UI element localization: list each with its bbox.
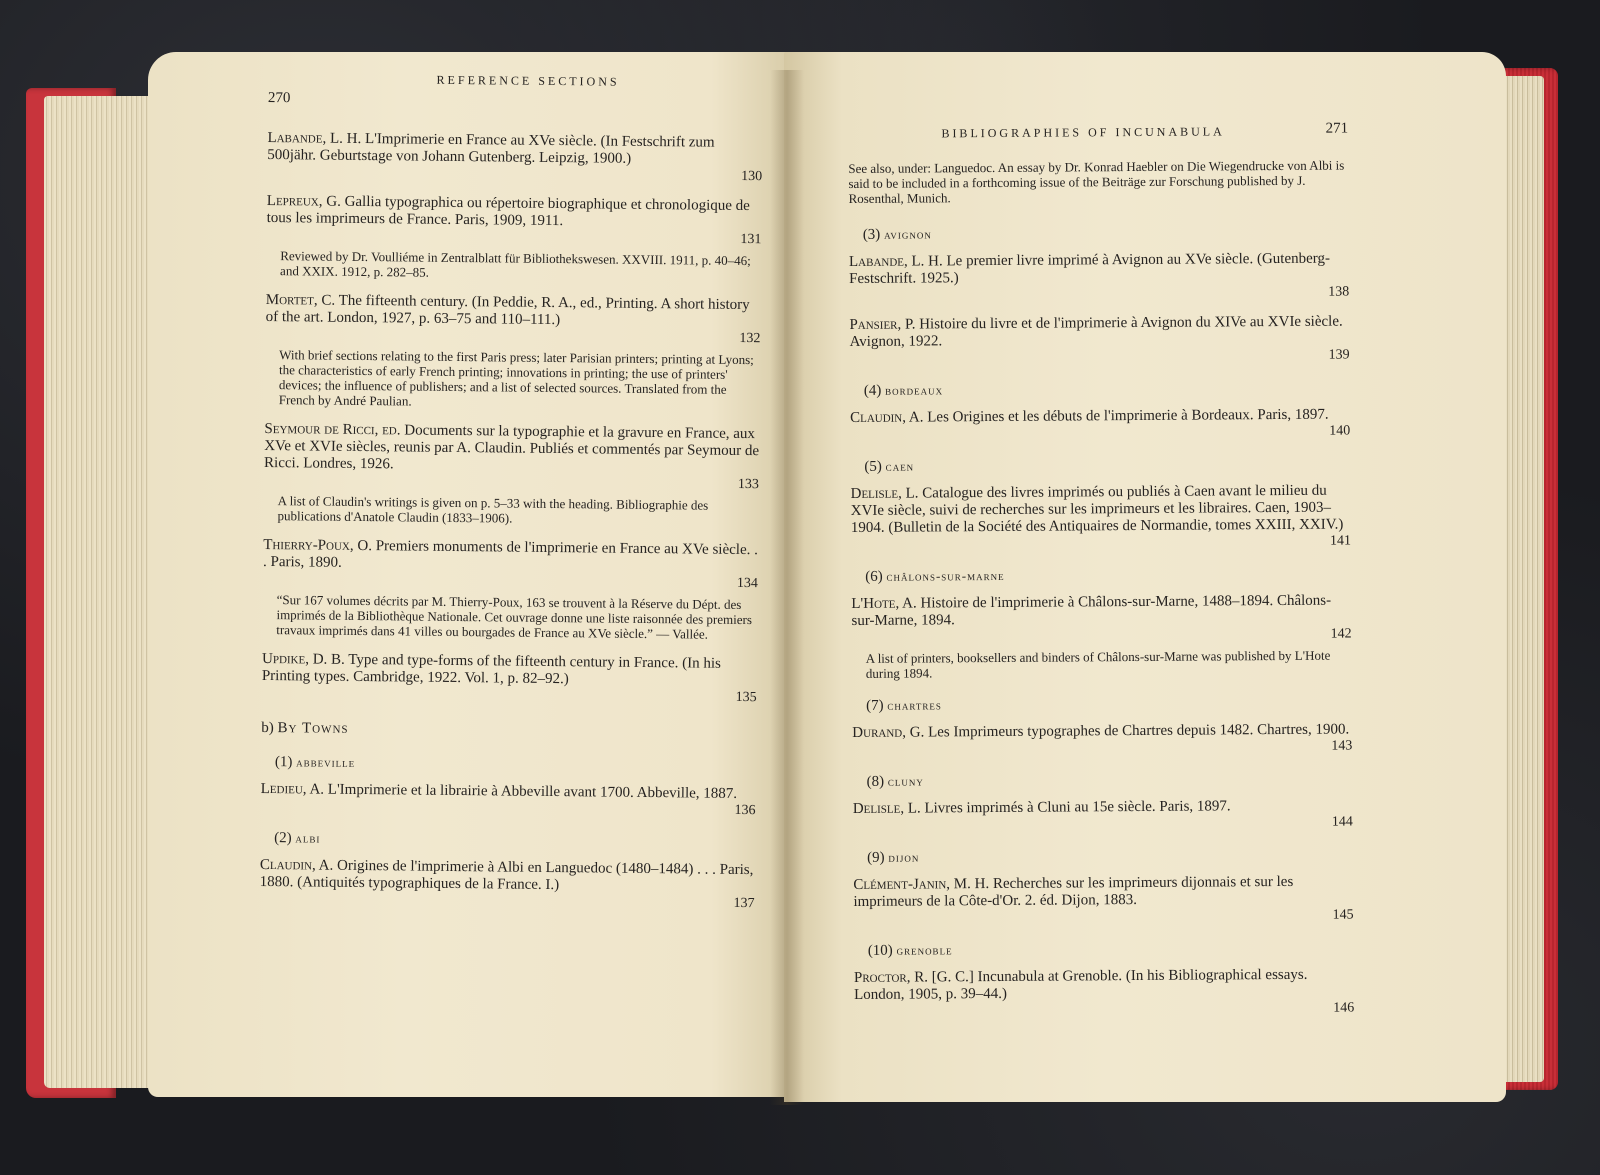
bibliography-entry xyxy=(265,292,761,412)
entry-author: Labande, L. H. xyxy=(267,129,362,147)
entry-annotation: A list of Claudin's writings is given on p. 5–33 with the heading. Bibliographie des publications d'Anatole Claudin (1833–1906). xyxy=(277,493,709,526)
entry-number: 142 xyxy=(1330,626,1352,642)
entry-annotation: Reviewed by Dr. Voulliéme in Zentralblatt für Bibliothekswesen. XXVIII. 1911, p. 40–46; and XXIX. 1912, p. 282–85. xyxy=(280,248,751,280)
entry-citation: Catalogue des livres imprimés ou publiés à Caen avant le milieu du XVIe siècle, suivi de recherches sur les imprimeurs et les libraires. Caen, 1903–1904. (Bulletin de la Société des Antiquaires de Normandie, tomes XXIII, XXIV.) xyxy=(850,482,1344,536)
subsection-heading: (7) chartres xyxy=(866,697,942,714)
section-entries xyxy=(853,797,1353,832)
section-entries xyxy=(854,966,1354,1018)
page-edges-right xyxy=(1500,76,1544,1082)
entry-number: 139 xyxy=(1328,347,1350,363)
entries-albi xyxy=(259,857,754,911)
entry-author: Clément-Janin, M. H. xyxy=(853,876,990,893)
entry-number: 130 xyxy=(741,168,763,185)
entry-citation: Origines de l'imprimerie à Albi en Languedoc (1480–1484) . . . Paris, 1880. (Antiquités typographiques de la France. I.) xyxy=(259,857,754,894)
entry-number: 140 xyxy=(1329,423,1351,439)
entry-citation: Les Imprimeurs typographes de Chartres depuis 1482. Chartres, 1900. xyxy=(927,721,1350,741)
bibliography-entry xyxy=(849,314,1349,366)
book-gutter xyxy=(770,70,804,1105)
entry-citation: Recherches sur les imprimeurs dijonnais et sur les imprimeurs de la Côte-d'Or. 2. éd. Dijon, 1883. xyxy=(853,873,1294,910)
entry-number: 133 xyxy=(737,476,759,493)
section-entries xyxy=(852,721,1352,756)
entry-number: 143 xyxy=(1331,738,1353,754)
entry-number: 144 xyxy=(1331,814,1353,830)
section-entries xyxy=(853,873,1353,925)
entry-number: 131 xyxy=(740,231,762,248)
entry-author: Labande, L. H. xyxy=(848,253,943,270)
town-sections xyxy=(849,223,1355,1019)
bibliography-entry xyxy=(854,966,1354,1018)
entry-author: Proctor, R. [G. C.] xyxy=(853,969,974,986)
bibliography-entry xyxy=(259,857,754,911)
entry-author: Ledieu, A. xyxy=(260,780,325,798)
page-number: 270 xyxy=(267,90,291,107)
entry-annotation: “Sur 167 volumes décrits par M. Thierry-Poux, 163 se trouvent à la Réserve du Dépt. des imprimés de la Bibliothèque Nationale. Cet ouvrage donne une liste raisonnée des premiers travaux imprimés dans 41 villes ou bourgades de France au XVe siècle.” — Vallée. xyxy=(276,592,753,642)
left-page-text xyxy=(259,72,763,925)
page-number: 271 xyxy=(1325,120,1349,137)
bibliography-entry xyxy=(262,537,758,642)
entry-author: Updike, D. B. xyxy=(261,650,345,668)
entry-citation: Livres imprimés à Cluni au 15e siècle. Paris, 1897. xyxy=(924,798,1231,817)
entry-number: 138 xyxy=(1328,284,1350,300)
bibliography-entry xyxy=(263,421,759,528)
subsection-heading: (1) abbeville xyxy=(274,754,356,771)
entry-author: Durand, G. xyxy=(852,724,925,741)
entry-citation: Incunabula at Grenoble. (In his Bibliographical essays. London, 1905, p. 39–44.) xyxy=(854,966,1308,1003)
entry-citation: Documents sur la typographie et la gravure en France, aux XVe et XVIe siècles, reunis par A. Claudin. Publiés et commentés par Seymour de Ricci. Londres, 1926. xyxy=(264,422,760,473)
entry-number: 141 xyxy=(1329,533,1351,549)
entry-citation: The fifteenth century. (In Peddie, R. A., ed., Printing. A short history of the art. London, 1927, p. 63–75 and 110–111.) xyxy=(265,292,750,329)
entry-number: 137 xyxy=(733,895,755,912)
entry-citation: Histoire du livre et de l'imprimerie à Avignon du XIVe au XVIe siècle. Avignon, 1922. xyxy=(849,313,1343,350)
entry-author: Lepreux, G. xyxy=(266,192,341,210)
running-title: BIBLIOGRAPHIES OF INCUNABULA xyxy=(941,124,1225,141)
section-entries xyxy=(849,251,1350,366)
subsection-heading: (8) cluny xyxy=(866,773,924,790)
subsection-heading: (3) avignon xyxy=(862,226,932,243)
entry-author: Thierry-Poux, O. xyxy=(263,536,373,555)
subsection-heading: (6) châlons-sur-marne xyxy=(865,567,1005,585)
bibliography-entry xyxy=(853,797,1353,832)
bibliography-entry xyxy=(262,651,757,705)
bibliography-entry xyxy=(851,592,1352,680)
running-title: REFERENCE SECTIONS xyxy=(436,72,620,89)
entry-citation: Les Origines et les débuts de l'imprimerie à Bordeaux. Paris, 1897. xyxy=(927,406,1329,426)
bibliography-entry xyxy=(849,251,1349,303)
entry-author: Mortet, C. xyxy=(265,291,336,309)
entry-author: L'Hote, A. xyxy=(851,595,917,612)
entry-number: 132 xyxy=(739,330,761,347)
see-also-note: See also, under: Languedoc. An essay by Dr. Konrad Haebler on Die Wiegendrucke von Albi is said to be included in a forthcoming issue of the Beiträge zur Forschung published by J. Rosenthal, Munich. xyxy=(848,157,1345,206)
entry-annotation: A list of printers, booksellers and binders of Châlons-sur-Marne was published by L'Hote during 1894. xyxy=(865,647,1331,681)
subsection-heading: (2) albi xyxy=(274,830,321,847)
entry-number: 134 xyxy=(736,575,758,592)
section-entries xyxy=(851,592,1352,680)
subsection-heading: (9) dijon xyxy=(867,849,920,866)
entry-citation: Gallia typographica ou répertoire biographique et chronologique de tous les imprimeurs de France. Paris, 1909, 1911. xyxy=(266,193,750,230)
right-page-header xyxy=(848,119,1348,148)
entry-annotation: With brief sections relating to the first Paris press; later Parisian printers; printing at Lyons; the characteristics of early French printing; innovations in printing; the use of printers' devices; the influence of publishers; and a list of selected sources. Translated from the French by André Paulian. xyxy=(278,347,754,409)
subsection-heading: (4) bordeaux xyxy=(863,382,944,399)
entry-citation: Premiers monuments de l'imprimerie en France au XVe siècle. . . Paris, 1890. xyxy=(262,538,758,571)
entry-number: 146 xyxy=(1333,1000,1355,1016)
subsection-heading: (5) caen xyxy=(864,458,915,475)
bibliography-entry xyxy=(850,407,1350,442)
entry-author: Delisle, L. xyxy=(850,485,919,502)
right-page-text xyxy=(848,119,1354,1033)
bibliography-entry xyxy=(267,130,762,184)
left-page-header xyxy=(267,72,763,135)
entry-citation: L'Imprimerie et la librairie à Abbeville avant 1700. Abbeville, 1887. xyxy=(327,781,738,802)
entry-number: 135 xyxy=(735,689,757,706)
bibliography-entry xyxy=(851,483,1351,552)
page-edges-left xyxy=(44,96,150,1088)
entry-author: Claudin, A. xyxy=(850,409,924,426)
entries-general xyxy=(262,130,763,705)
section-entries xyxy=(851,483,1351,552)
entries-abbeville xyxy=(260,781,755,818)
entry-author: Delisle, L. xyxy=(852,800,921,817)
entry-number: 136 xyxy=(734,802,756,819)
bibliography-entry xyxy=(853,873,1353,925)
entry-citation: Le premier livre imprimé à Avignon au XVe siècle. (Gutenberg-Festschrift. 1925.) xyxy=(849,250,1331,287)
section-heading-by-towns: b) By Towns xyxy=(261,719,349,737)
section-entries xyxy=(850,407,1350,442)
entry-number: 145 xyxy=(1332,907,1354,923)
entry-author: Seymour de Ricci, ed. xyxy=(264,420,401,439)
entry-author: Pansier, P. xyxy=(849,316,916,333)
entry-citation: L'Imprimerie en France au XVe siècle. (In Festschrift zum 500jähr. Geburtstage von Johann Gutenberg. Leipzig, 1900.) xyxy=(267,131,715,167)
bibliography-entry xyxy=(852,721,1352,756)
entry-citation: Histoire de l'imprimerie à Châlons-sur-Marne, 1488–1894. Châlons-sur-Marne, 1894. xyxy=(851,592,1332,629)
entry-citation: Type and type-forms of the fifteenth century in France. (In his Printing types. Cambridge, 1922. Vol. 1, p. 82–92.) xyxy=(261,651,721,688)
subsection-heading: (10) grenoble xyxy=(867,942,953,959)
bibliography-entry xyxy=(266,193,762,283)
entry-author: Claudin, A. xyxy=(259,856,334,874)
bibliography-entry xyxy=(260,781,755,818)
